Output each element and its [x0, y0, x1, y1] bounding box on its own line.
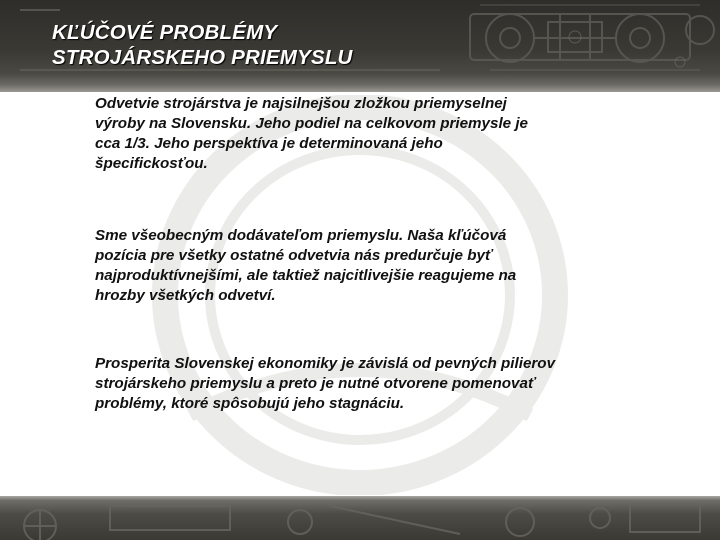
paragraph-2 [95, 226, 655, 306]
slide-title [52, 20, 353, 70]
paragraph-line: špecifickosťou. [95, 155, 208, 172]
paragraph-3 [95, 354, 655, 414]
paragraph-line: Odvetvie strojárstva je najsilnejšou zložkou priemyselnej [95, 95, 507, 112]
paragraph-line: výroby na Slovensku. Jeho podiel na celkovom priemysle je [95, 115, 529, 132]
header-band [0, 0, 720, 92]
paragraph-line: najproduktívnejšími, ale taktiež najcitlivejšie reagujeme na [95, 267, 517, 284]
paragraph-line: cca 1/3. Jeho perspektíva je determinovaná jeho [95, 135, 443, 152]
paragraph-line: strojárskeho priemyslu a preto je nutné otvorene pomenovať [95, 375, 536, 392]
paragraph-line: Sme všeobecným dodávateľom priemyslu. Naša kľúčová [95, 227, 507, 244]
paragraph-1 [95, 94, 655, 174]
gear-mechanism-icon [0, 496, 720, 540]
paragraph-line: pozícia pre všetky ostatné odvetvia nás predurčuje byť [95, 247, 493, 264]
paragraph-line: problémy, ktoré spôsobujú jeho stagnáciu. [95, 395, 405, 412]
title-line-2: STROJÁRSKEHO PRIEMYSLU [52, 46, 353, 69]
paragraph-line: hrozby všetkých odvetví. [95, 287, 276, 304]
paragraph-line: Prosperita Slovenskej ekonomiky je závislá od pevných pilierov [95, 355, 556, 372]
title-line-1: KĽÚČOVÉ PROBLÉMY [52, 21, 278, 44]
footer-band [0, 496, 720, 540]
